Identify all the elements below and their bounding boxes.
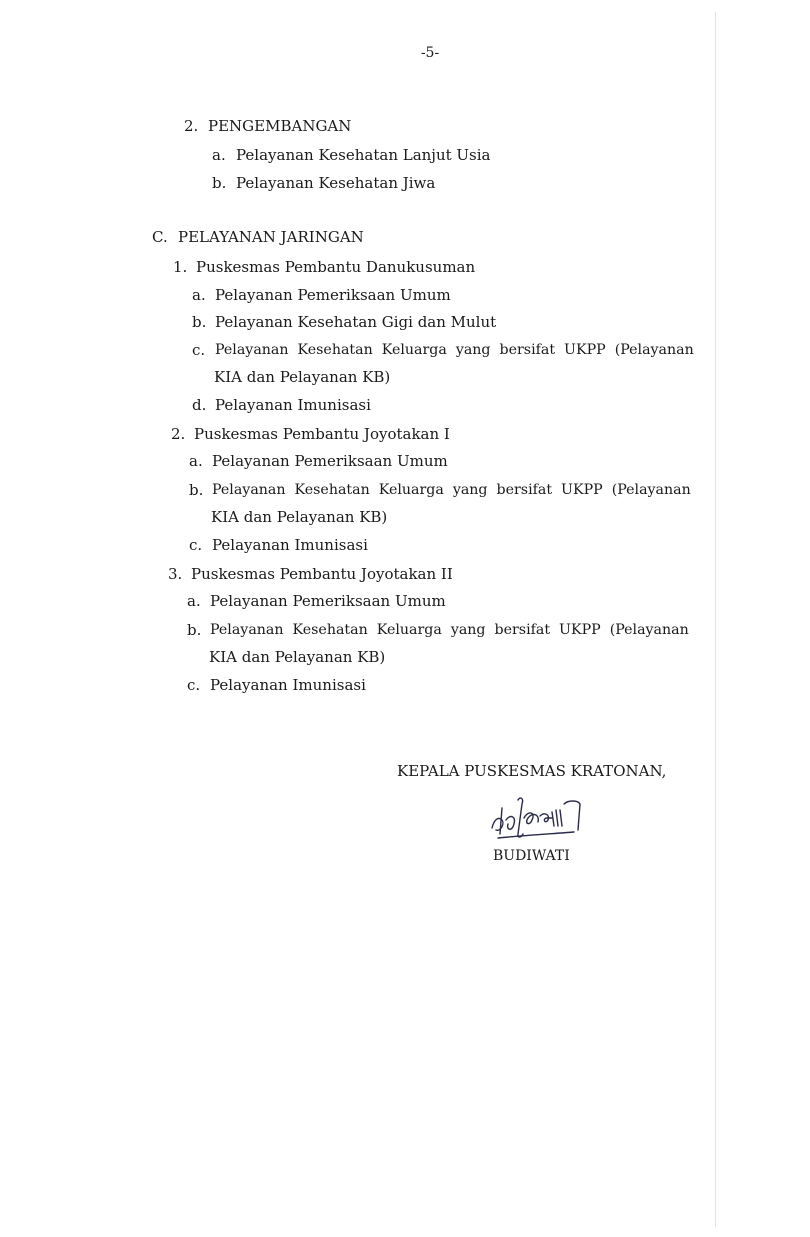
list-item: Pelayanan Kesehatan Keluarga yang bersifat UKPP (Pelayanan	[210, 622, 689, 638]
list-item: Pelayanan Pemeriksaan Umum	[215, 286, 451, 304]
list-letter: a.	[187, 592, 201, 610]
list-letter: b.	[189, 481, 204, 499]
list-item-continuation: KIA dan Pelayanan KB)	[209, 648, 386, 666]
handwritten-signature-icon	[488, 790, 588, 846]
list-letter: b.	[187, 621, 202, 639]
list-letter: b.	[192, 313, 207, 331]
list-letter: c.	[192, 341, 206, 359]
subsection-heading: Puskesmas Pembantu Joyotakan I	[194, 425, 450, 443]
list-item: Pelayanan Pemeriksaan Umum	[212, 452, 448, 470]
list-letter: a.	[212, 146, 226, 164]
section-heading: PELAYANAN JARINGAN	[178, 228, 364, 246]
section-letter: C.	[152, 228, 168, 246]
list-number: 2.	[171, 425, 186, 443]
list-item: Pelayanan Kesehatan Jiwa	[236, 174, 436, 192]
page-number: -5-	[420, 45, 440, 61]
list-number: 1.	[173, 258, 188, 276]
list-item-continuation: KIA dan Pelayanan KB)	[214, 368, 391, 386]
subsection-heading: Puskesmas Pembantu Joyotakan II	[191, 565, 453, 583]
list-letter: d.	[192, 396, 207, 414]
list-letter: b.	[212, 174, 227, 192]
list-item: Pelayanan Pemeriksaan Umum	[210, 592, 446, 610]
list-letter: a.	[189, 452, 203, 470]
list-letter: c.	[189, 536, 203, 554]
list-number: 3.	[168, 565, 183, 583]
signatory-title: KEPALA PUSKESMAS KRATONAN,	[397, 762, 667, 780]
scan-edge-line	[715, 12, 716, 1227]
list-item: Pelayanan Kesehatan Gigi dan Mulut	[215, 313, 497, 331]
list-item: Pelayanan Kesehatan Lanjut Usia	[236, 146, 491, 164]
list-letter: a.	[192, 286, 206, 304]
signatory-name: BUDIWATI	[493, 848, 570, 864]
list-item: Pelayanan Imunisasi	[210, 676, 366, 694]
list-item-continuation: KIA dan Pelayanan KB)	[211, 508, 388, 526]
list-letter: c.	[187, 676, 201, 694]
list-item: Pelayanan Imunisasi	[215, 396, 371, 414]
section-heading: PENGEMBANGAN	[208, 117, 352, 135]
subsection-heading: Puskesmas Pembantu Danukusuman	[196, 258, 476, 276]
list-number: 2.	[184, 117, 199, 135]
list-item: Pelayanan Kesehatan Keluarga yang bersifat UKPP (Pelayanan	[215, 342, 694, 358]
list-item: Pelayanan Imunisasi	[212, 536, 368, 554]
list-item: Pelayanan Kesehatan Keluarga yang bersifat UKPP (Pelayanan	[212, 482, 691, 498]
